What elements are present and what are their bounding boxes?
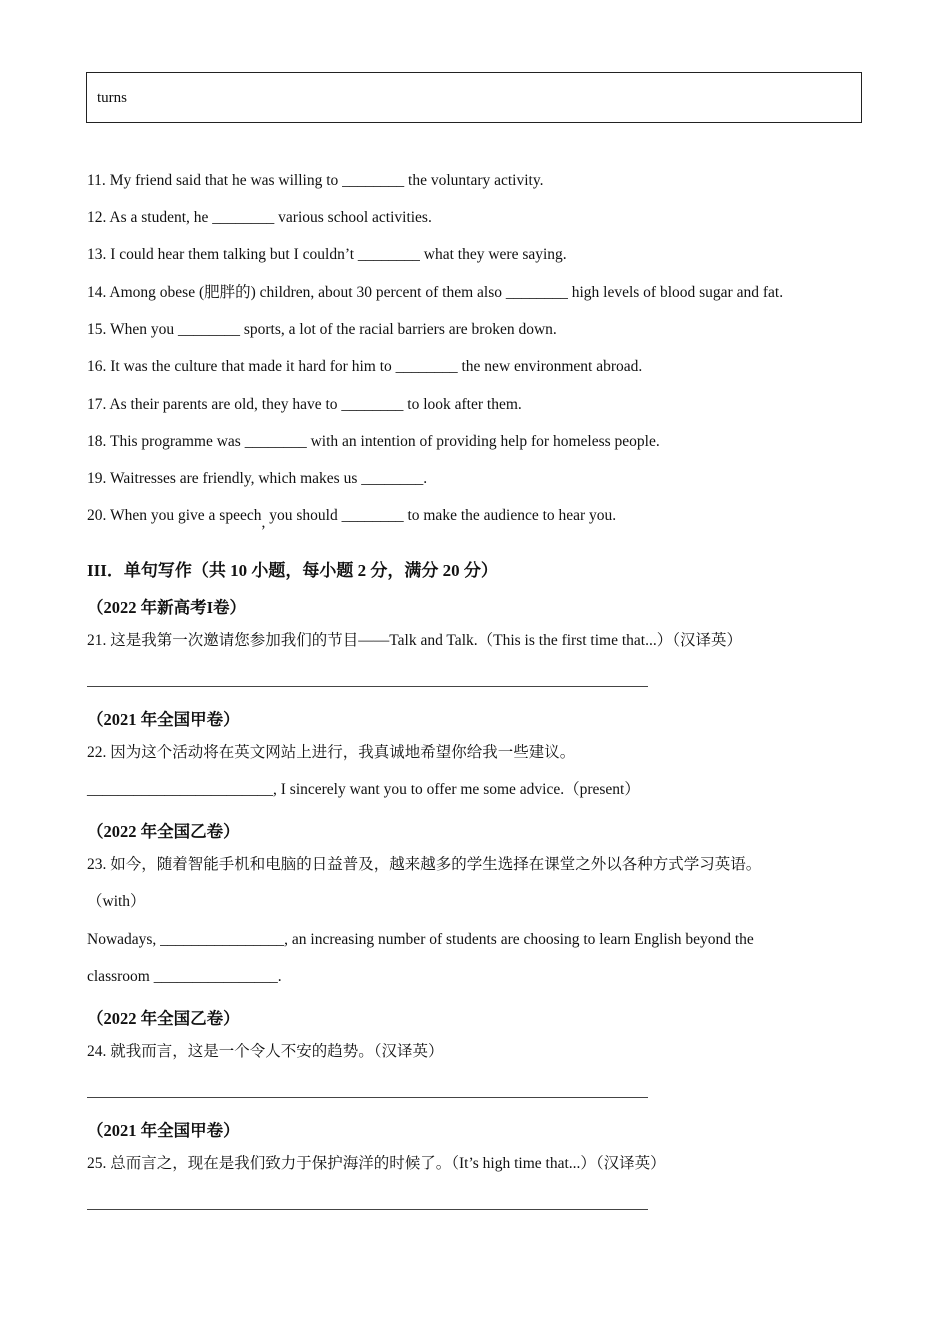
question-25 [87, 1154, 666, 1174]
question-text: It was the culture that made it hard for him to ________ the new environment abroad. [110, 358, 643, 375]
question-23-hint: （with） [87, 893, 146, 910]
question-text: 如今，随着智能手机和电脑的日益普及，越来越多的学生选择在课堂之外以各种方式学习英语。 [110, 856, 762, 873]
question-text: 因为这个活动将在英文网站上进行，我真诚地希望你给我一些建议。 [110, 744, 576, 761]
question-number: 11. [87, 172, 106, 189]
question-number: 12. [87, 209, 107, 226]
question-13 [87, 245, 567, 265]
question-22 [87, 743, 575, 763]
question-21 [87, 631, 742, 651]
question-22-answer: ________________________, I sincerely want you to offer me some advice.（present） [87, 781, 640, 798]
question-18 [87, 432, 660, 452]
question-text: Among obese (肥胖的) children, about 30 percent of them also ________ high levels of blood sugar and fat. [109, 284, 784, 301]
question-20 [87, 506, 617, 531]
question-number: 25. [87, 1155, 107, 1172]
question-24-source: （2022 年全国乙卷） [87, 1009, 240, 1028]
question-text: 这是我第一次邀请您参加我们的节目——Talk and Talk.（This is the first time that...）（汉译英） [110, 632, 742, 649]
question-text: As their parents are old, they have to ________ to look after them. [109, 396, 522, 413]
question-number: 23. [87, 856, 107, 873]
question-22-source: （2021 年全国甲卷） [87, 710, 240, 729]
word-bank-text: turns [97, 90, 127, 106]
question-19 [87, 469, 427, 489]
section-3-title: III．单句写作（共 10 小题，每小题 2 分，满分 20 分） [87, 561, 498, 580]
question-number: 15. [87, 321, 107, 338]
answer-line-25[interactable] [87, 1209, 648, 1210]
question-text: 总而言之，现在是我们致力于保护海洋的时候了。（It’s high time that...）（汉译英） [110, 1155, 666, 1172]
question-17 [87, 395, 522, 415]
question-number: 16. [87, 358, 107, 375]
question-12 [87, 208, 432, 228]
question-text: As a student, he ________ various school activities. [109, 209, 432, 226]
question-text: I could hear them talking but I couldn’t ________ what they were saying. [110, 246, 567, 263]
question-text-part1: When you give a speech [109, 507, 262, 524]
question-number: 14. [87, 284, 107, 301]
question-number: 24. [87, 1043, 107, 1060]
question-comma: , [261, 514, 266, 531]
word-bank-box [86, 72, 862, 123]
question-14 [87, 283, 783, 303]
question-text: 就我而言，这是一个令人不安的趋势。（汉译英） [110, 1043, 444, 1060]
question-number: 22. [87, 744, 107, 761]
question-number: 21. [87, 632, 107, 649]
question-23-source: （2022 年全国乙卷） [87, 822, 240, 841]
question-15 [87, 320, 557, 340]
question-number: 17. [87, 396, 107, 413]
answer-line-21[interactable] [87, 686, 648, 687]
question-text-part2: you should ________ to make the audience to hear you. [265, 507, 617, 524]
question-23-answer-line-2: classroom ________________. [87, 968, 282, 985]
question-23 [87, 855, 761, 875]
question-number: 13. [87, 246, 107, 263]
question-25-source: （2021 年全国甲卷） [87, 1121, 240, 1140]
question-24 [87, 1042, 444, 1062]
question-text: My friend said that he was willing to ________ the voluntary activity. [109, 172, 544, 189]
question-21-source: （2022 年新高考I卷） [87, 598, 247, 617]
question-number: 19. [87, 470, 107, 487]
question-number: 20. [87, 507, 107, 524]
question-text: This programme was ________ with an intention of providing help for homeless people. [109, 433, 660, 450]
answer-line-24[interactable] [87, 1097, 648, 1098]
question-number: 18. [87, 433, 107, 450]
question-text: When you ________ sports, a lot of the racial barriers are broken down. [109, 321, 557, 338]
question-23-answer-line-1: Nowadays, ________________, an increasing number of students are choosing to learn English beyond the [87, 931, 754, 948]
question-16 [87, 357, 642, 377]
question-text: Waitresses are friendly, which makes us ________. [109, 470, 428, 487]
question-11 [87, 171, 543, 191]
